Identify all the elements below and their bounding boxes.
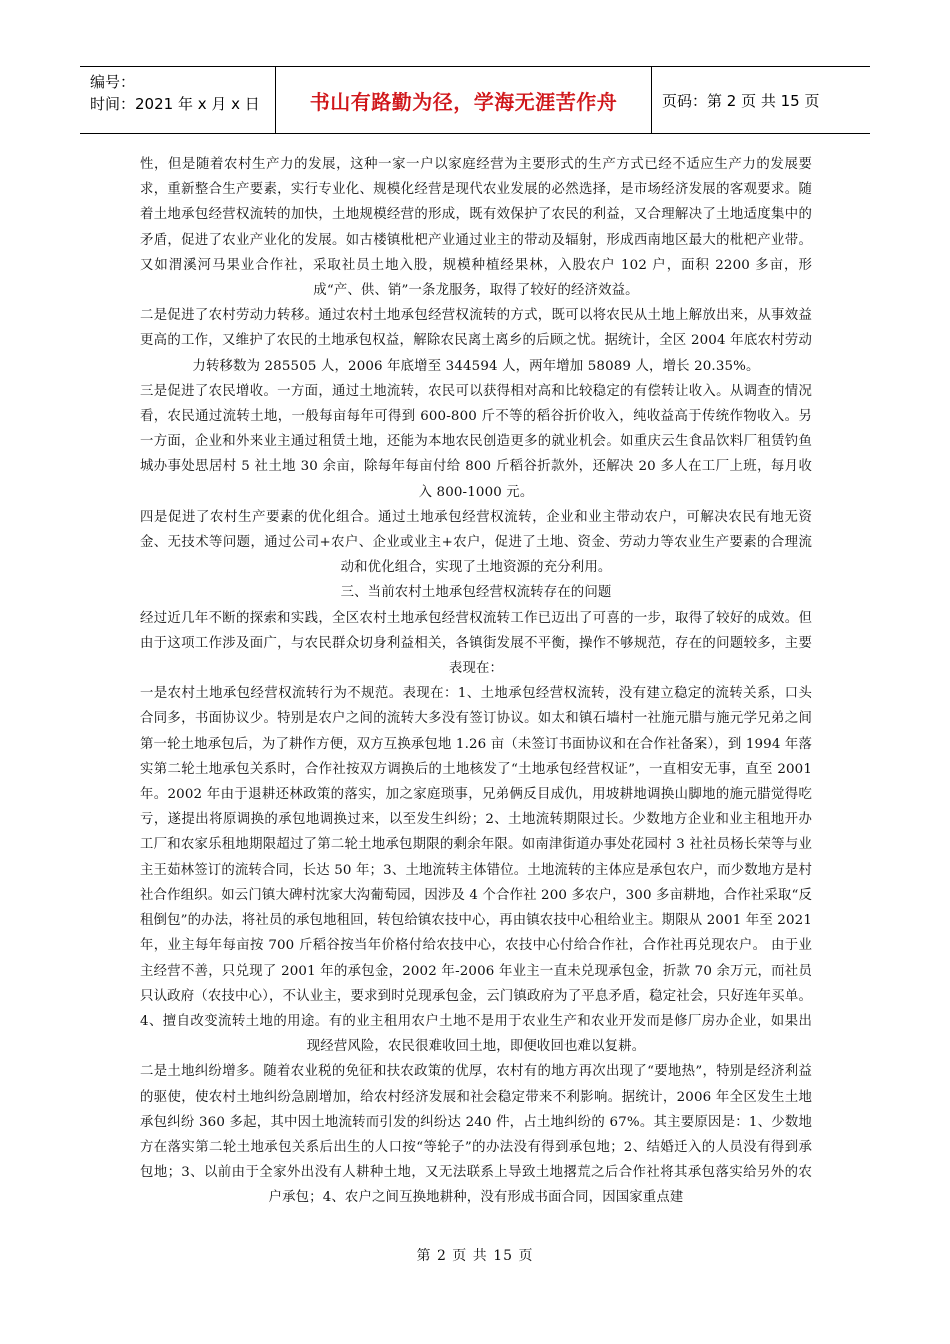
- date-label: 时间：2021 年 x 月 x 日: [90, 95, 260, 113]
- paragraph: 三是促进了农民增收。一方面，通过土地流转，农民可以获得相对高和比较稳定的有偿转让收入。从调查的情况看，农民通过流转土地，一般每亩每年可得到 600-800 斤不等的稻谷折价收入，纯收益高于传统作物收入。另一方面，企业和外来业主通过租赁土地，还能为本地农民创造更多的就业机会。如重庆云生食品饮料厂租赁钓鱼城办事处思居村 5 社土地 30 余亩，除每年每亩付给 800 斤稻谷折款外，还解决 20 多人在工厂上班，每月收入 800-1000 元。: [140, 383, 812, 500]
- header-motto: 书山有路勤为径，学海无涯苦作舟: [276, 67, 652, 133]
- header-page-info: 页码：第 2 页 共 15 页: [662, 91, 820, 110]
- paragraph: 经过近几年不断的探索和实践，全区农村土地承包经营权流转工作已迈出了可喜的一步，取得了较好的成效。但由于这项工作涉及面广，与农民群众切身利益相关，各镇街发展不平衡，操作不够规范，存在的问题较多，主要表现在：: [140, 610, 812, 677]
- paragraph: 二是土地纠纷增多。随着农业税的免征和扶农政策的优厚，农村有的地方再次出现了“要地热”，特别是经济利益的驱使，使农村土地纠纷急剧增加，给农村经济发展和社会稳定带来不利影响。据统计，2006 年全区发生土地承包纠纷 360 多起，其中因土地流转而引发的纠纷达 240 件，占土地纠纷的 67%。其主要原因是：1、少数地方在落实第二轮土地承包关系后出生的人口按“等轮子”的办法没有得到承包地；2、结婚迁入的人员没有得到承包地；3、以前由于全家外出没有人耕种土地，又无法联系上导致土地撂荒之后合作社将其承包落实给另外的农户承包；4、农户之间互换地耕种，没有形成书面合同，因国家重点建: [140, 1064, 812, 1206]
- page-footer: 第 2 页 共 15 页: [416, 1248, 534, 1264]
- header-meta: [80, 67, 276, 133]
- paragraph: 一是农村土地承包经营权流转行为不规范。表现在：1、土地承包经营权流转，没有建立稳定的流转关系，口头合同多，书面协议少。特别是农户之间的流转大多没有签订协议。如太和镇石墙村一社施元腊与施元学兄弟之间第一轮土地承包后，为了耕作方便，双方互换承包地 1.26 亩（未签订书面协议和在合作社备案），到 1994 年落实第二轮土地承包关系时，合作社按双方调换后的土地核发了“土地承包经营权证”，一直相安无事，直至 2001 年。2002 年由于退耕还林政策的落实，加之家庭琐事，兄弟俩反目成仇，用坡耕地调换山脚地的施元腊觉得吃亏，遂提出将原调换的承包地调换过来，以至发生纠纷；2、土地流转期限过长。少数地方企业和业主租地开办工厂和农家乐租地期限超过了第二轮土地承包期限的剩余年限。如南津街道办事处花园村 3 社社员杨长荣等与业主王茹林签订的流转合同，长达 50 年；3、土地流转主体错位。土地流转的主体应是承包农户，而少数地方是村社合作组织。如云门镇大碑村沈家大沟葡萄园，因涉及 4 个合作社 200 多农户，300 多亩耕地，合作社采取“反租倒包”的办法，将社员的承包地租回，转包给镇农技中心，再由镇农技中心租给业主。期限从 2001 年至 2021 年，业主每年每亩按 700 斤稻谷按当年价格付给农技中心，农技中心付给合作社，合作社再兑现农户。 由于业主经营不善，只兑现了 2001 年的承包金，2002 年-2006 年业主一直未兑现承包金，折款 70 余万元，而社员只认政府（农技中心），不认业主，要求到时兑现承包金，云门镇政府为了平息矛盾，稳定社会，只好连年买单。4、擅自改变流转土地的用途。有的业主租用农户土地不是用于农业生产和农业开发而是修厂房办企业，如果出现经营风险，农民很难收回土地，即便收回也难以复耕。: [140, 686, 812, 1055]
- section-heading: 三、当前农村土地承包经营权流转存在的问题: [340, 585, 612, 601]
- paragraph: 二是促进了农村劳动力转移。通过农村土地承包经营权流转的方式，既可以将农民从土地上解放出来，从事效益更高的工作，又维护了农民的土地承包权益，解除农民离土离乡的后顾之忧。据统计，全区 2004 年底农村劳动力转移数为 285505 人，2006 年底增至 344594 人，两年增加 58089 人，增长 20.35%。: [140, 308, 812, 374]
- document-body: [140, 152, 812, 1211]
- page-header: [80, 66, 870, 134]
- number-label: 编号：: [90, 73, 136, 91]
- paragraph: 性，但是随着农村生产力的发展，这种一家一户以家庭经营为主要形式的生产方式已经不适应生产力的发展要求，重新整合生产要素，实行专业化、规模化经营是现代农业发展的必然选择，是市场经济发展的客观要求。随着土地承包经营权流转的加快，土地规模经营的形成，既有效保护了农民的利益，又合理解决了土地适度集中的矛盾，促进了农业产业化的发展。如古楼镇枇杷产业通过业主的带动及辐射，形成西南地区最大的枇杷产业带。又如渭溪河马果业合作社，采取社员土地入股，规模种植经果林，入股农户 102 户，面积 2200 多亩，形成“产、供、销”一条龙服务，取得了较好的经济效益。: [140, 157, 812, 299]
- paragraph: 四是促进了农村生产要素的优化组合。通过土地承包经营权流转，企业和业主带动农户，可解决农民有地无资金、无技术等问题，通过公司+农户、企业或业主+农户，促进了土地、资金、劳动力等农业生产要素的合理流动和优化组合，实现了土地资源的充分利用。: [140, 509, 812, 576]
